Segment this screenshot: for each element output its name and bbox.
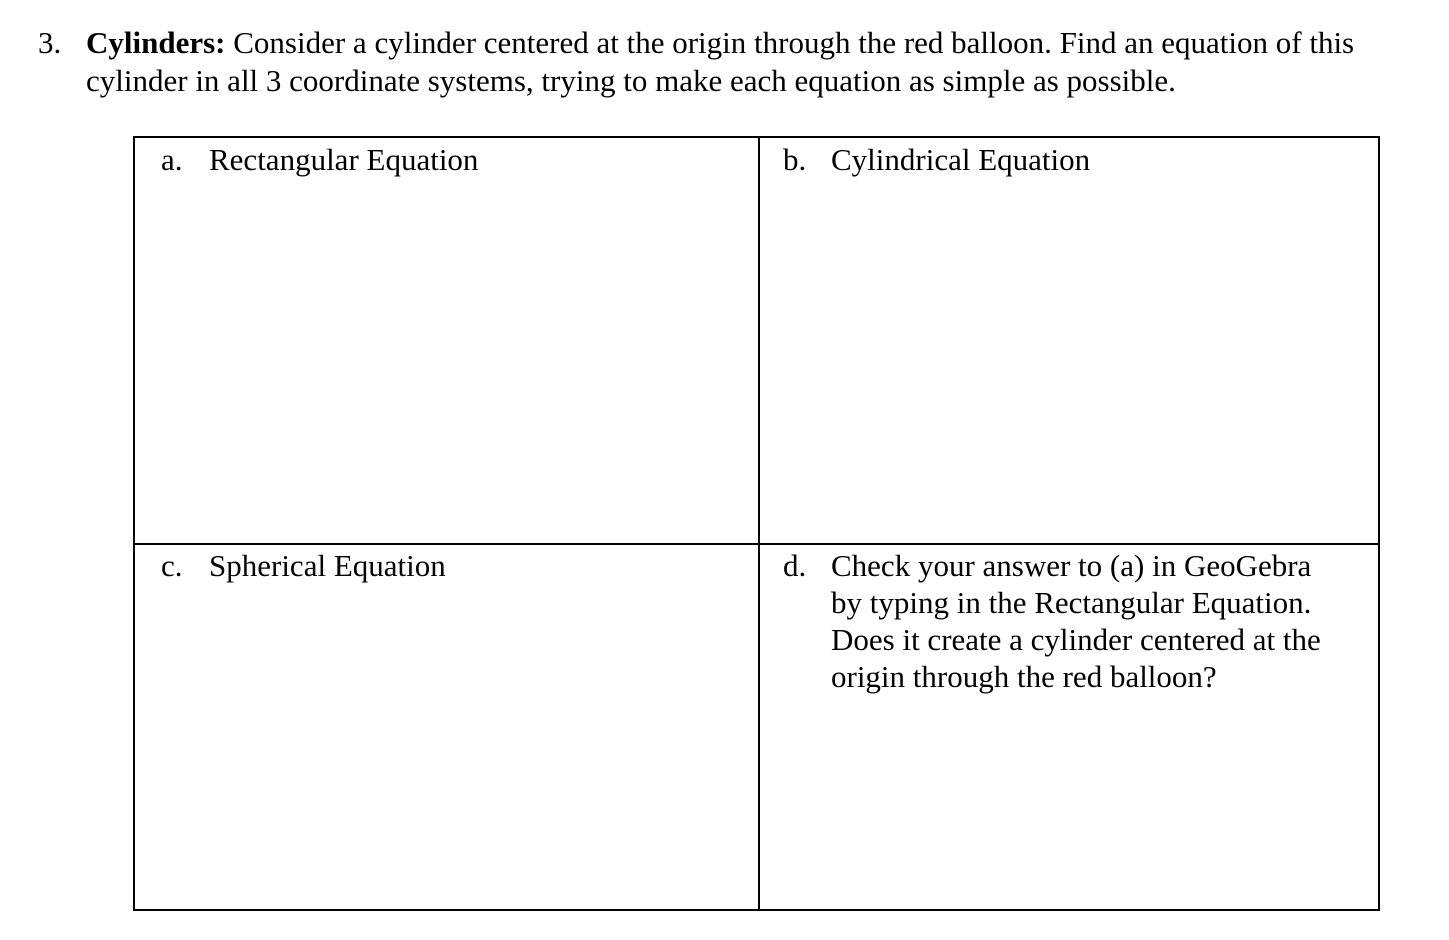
answer-cell-cylindrical[interactable] (783, 141, 1363, 178)
part-d-letter: d. (783, 548, 807, 583)
answer-cell-geogebra-check[interactable] (783, 547, 1343, 695)
problem-text-block (86, 24, 1428, 100)
problem-title: Cylinders: (86, 25, 226, 60)
part-c-letter: c. (161, 548, 183, 583)
part-b-label: Cylindrical Equation (831, 142, 1091, 177)
part-a-label: Rectangular Equation (209, 142, 479, 177)
problem-body: Consider a cylinder centered at the origin through the red balloon. Find an equation of this cylinder in all 3 coordinate systems, trying to make each equation as simple as possible. (86, 25, 1355, 98)
table-vertical-divider (758, 138, 760, 909)
part-d-line: origin through the red balloon? (831, 659, 1217, 694)
part-d-line: Does it create a cylinder centered at the (831, 622, 1321, 657)
problem-number: 3. (38, 25, 62, 60)
answer-cell-spherical[interactable] (161, 547, 741, 584)
part-d-line: by typing in the Rectangular Equation. (831, 585, 1312, 620)
part-b-letter: b. (783, 142, 807, 177)
part-d-text (831, 547, 1343, 695)
part-d-line: Check your answer to (a) in GeoGebra (831, 548, 1312, 583)
part-a-letter: a. (161, 142, 183, 177)
part-c-label: Spherical Equation (209, 548, 446, 583)
table-horizontal-divider (135, 543, 1378, 545)
answer-cell-rectangular[interactable] (161, 141, 741, 178)
answer-table (133, 136, 1380, 911)
problem-statement (38, 24, 1428, 100)
